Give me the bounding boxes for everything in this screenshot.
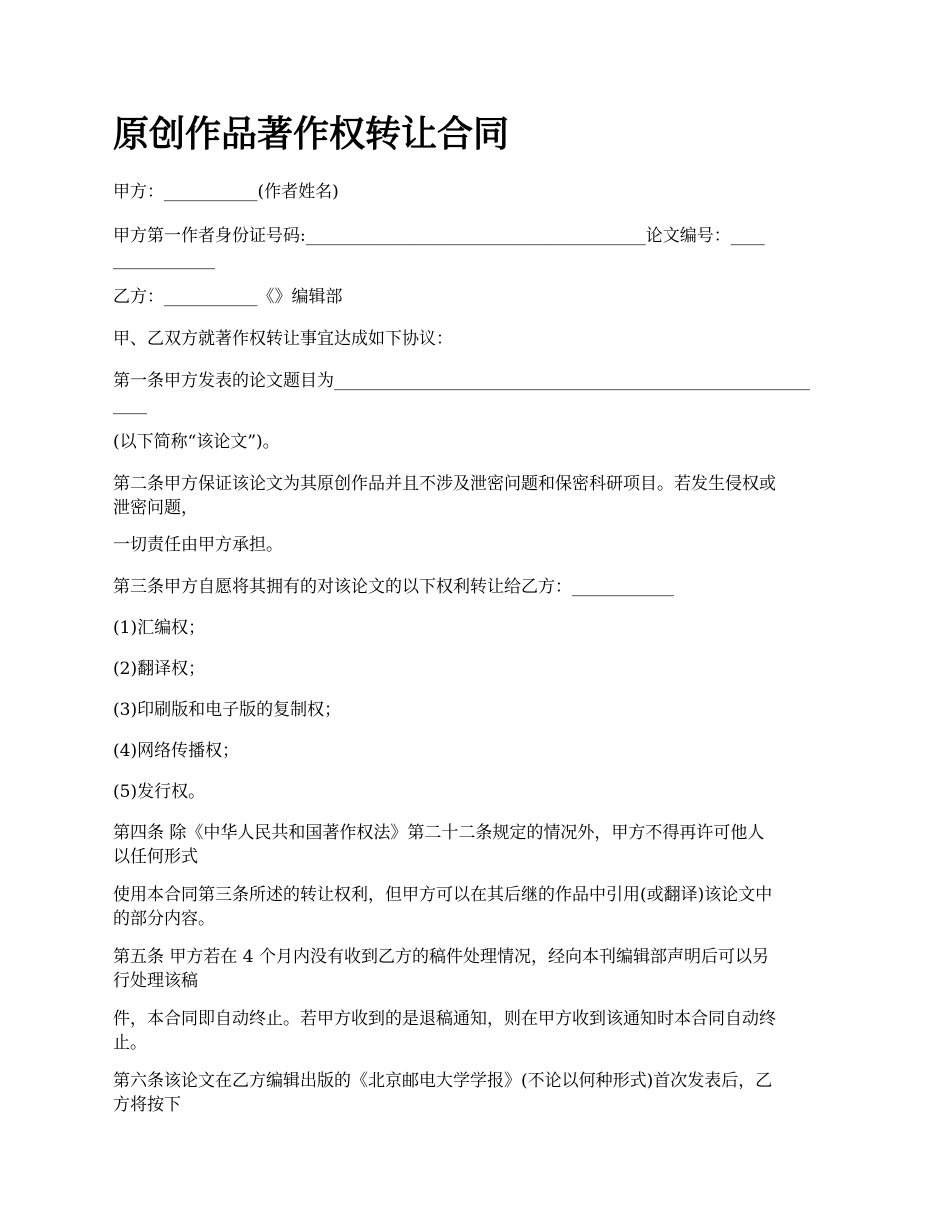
- article-2-line-cont: 泄密问题，: [113, 498, 198, 518]
- article-1-abbrev: (以下简称“该论文”)。: [113, 432, 280, 452]
- article-5-line-cont: 行处理该稿: [113, 971, 198, 991]
- article-4-line: 第四条 除《中华人民共和国著作权法》第二十二条规定的情况外，甲方不得再许可他人: [113, 823, 765, 843]
- article-4-line-cont: 以任何形式: [113, 847, 198, 867]
- id-number-line-cont: ____________: [113, 250, 215, 270]
- article-4-usage: 使用本合同第三条所述的转让权利，但甲方可以在其后继的作品中引用(或翻译)该论文中: [113, 885, 773, 905]
- article-6-line-cont: 方将按下: [113, 1095, 181, 1115]
- article-2-line: 第二条甲方保证该论文为其原创作品并且不涉及泄密问题和保密科研项目。若发生侵权或: [113, 474, 776, 494]
- article-2-liability: 一切责任由甲方承担。: [113, 535, 283, 555]
- right-item-5: (5)发行权。: [113, 782, 206, 802]
- article-4-usage-cont: 的部分内容。: [113, 909, 215, 929]
- article-3-line: 第三条甲方自愿将其拥有的对该论文的以下权利转让给乙方：____________: [113, 577, 674, 597]
- document-title: 原创作品著作权转让合同: [113, 114, 510, 155]
- article-6-line: 第六条该论文在乙方编辑出版的《北京邮电大学学报》(不论以何种形式)首次发表后，乙: [113, 1071, 773, 1091]
- right-item-3: (3)印刷版和电子版的复制权；: [113, 700, 342, 720]
- party-b-line: 乙方：___________《》编辑部: [113, 287, 343, 307]
- article-5-termination-cont: 止。: [113, 1033, 147, 1053]
- article-1-line: 第一条甲方发表的论文题目为________________________________________________________: [113, 371, 810, 391]
- article-1-line-cont: ____: [113, 395, 147, 415]
- id-number-line: 甲方第一作者身份证号码:________________________________________论文编号：____: [113, 226, 765, 246]
- agreement-intro: 甲、乙双方就著作权转让事宜达成如下协议：: [113, 329, 453, 349]
- article-5-line: 第五条 甲方若在 4 个月内没有收到乙方的稿件处理情况，经向本刊编辑部声明后可以另: [113, 947, 770, 967]
- article-5-termination: 件，本合同即自动终止。若甲方收到的是退稿通知，则在甲方收到该通知时本合同自动终: [113, 1009, 776, 1029]
- right-item-1: (1)汇编权；: [113, 618, 206, 638]
- right-item-2: (2)翻译权；: [113, 659, 206, 679]
- right-item-4: (4)网络传播权；: [113, 741, 240, 761]
- party-a-line: 甲方：___________(作者姓名): [113, 182, 339, 202]
